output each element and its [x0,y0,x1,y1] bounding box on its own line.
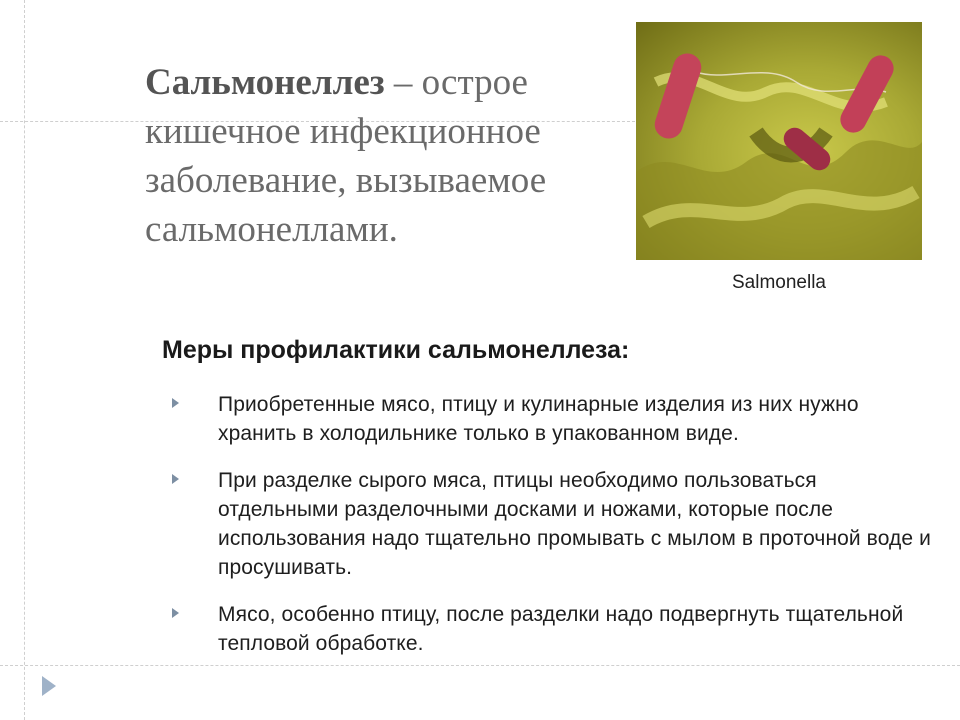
image-caption: Salmonella [732,272,826,293]
slide-title [145,58,615,254]
list-item [172,600,932,658]
title-term: Сальмонеллез [145,62,385,103]
list-item [172,466,932,582]
list-item-text: При разделке сырого мяса, птицы необходимо пользоваться отдельными разделочными досками и ножами, которые после использования надо тщательно промывать с мылом в проточной воде и просушивать. [218,469,931,579]
triangle-bullet-icon [172,474,179,484]
triangle-corner-icon [42,676,56,696]
bacterium-shape [651,50,705,142]
list-item [172,390,932,448]
section-heading: Меры профилактики сальмонеллеза: [162,336,630,364]
list-item-text: Приобретенные мясо, птицу и кулинарные изделия из них нужно хранить в холодильнике только в упакованном виде. [218,393,859,445]
triangle-bullet-icon [172,398,179,408]
bacterium-shape [836,51,898,137]
title-definition: – острое кишечное инфекционное заболевание, вызываемое сальмонеллами. [145,62,547,250]
triangle-bullet-icon [172,608,179,618]
prevention-list [172,390,932,676]
list-item-text: Мясо, особенно птицу, после разделки надо подвергнуть тщательной тепловой обработке. [218,603,904,655]
salmonella-micrograph [636,22,922,260]
left-dashed-rail [24,0,25,720]
